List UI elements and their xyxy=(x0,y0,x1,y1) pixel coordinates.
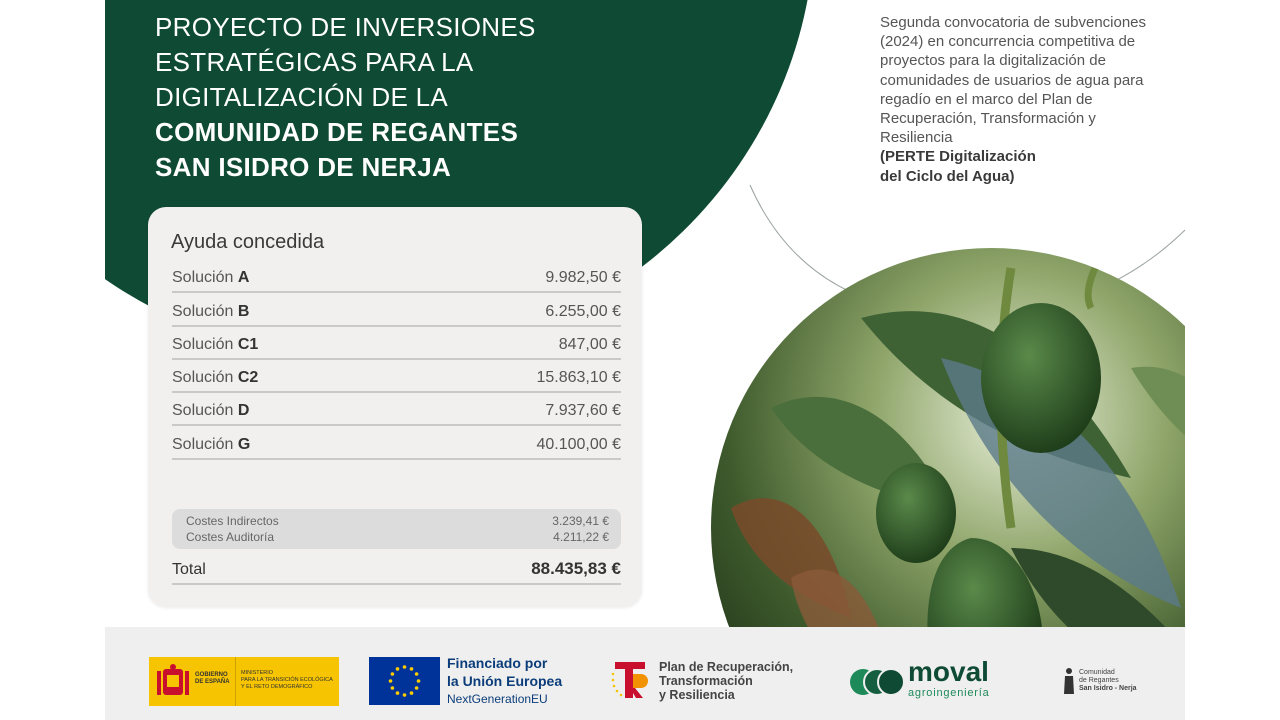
aid-row xyxy=(172,299,621,327)
gobierno-text-2: DE ESPAÑA xyxy=(195,679,230,685)
aid-row xyxy=(172,398,621,426)
total-label: Total xyxy=(172,561,206,578)
aid-row-amount: 847,00 € xyxy=(558,336,621,353)
gobierno-espana-logo xyxy=(149,657,339,706)
prtr-text-2: Transformación xyxy=(659,674,753,688)
description-highlight-1: (PERTE Digitalización xyxy=(880,148,1036,166)
ministerio-text-3: Y EL RETO DEMOGRÁFICO xyxy=(241,684,313,690)
moval-text xyxy=(908,657,990,699)
eu-text-2: la Unión Europea xyxy=(447,673,563,689)
prtr-text xyxy=(659,660,793,702)
title-line-1: PROYECTO DE INVERSIONES xyxy=(155,12,536,42)
ministerio-text-2: PARA LA TRANSICIÓN ECOLÓGICA xyxy=(241,677,333,683)
aid-row xyxy=(172,332,621,360)
aid-row-amount: 9.982,50 € xyxy=(545,269,621,286)
comunidad-regantes-text xyxy=(1079,669,1137,693)
extra-cost-line xyxy=(186,529,609,545)
moval-logo-icon xyxy=(849,667,905,697)
eu-stars-icon xyxy=(369,657,440,705)
aid-row-label: Solución D xyxy=(172,402,250,419)
aid-row-amount: 40.100,00 € xyxy=(536,436,621,453)
extra-cost-label: Costes Indirectos xyxy=(186,514,279,528)
prtr-logo-icon xyxy=(607,658,651,702)
gobierno-text-1: GOBIERNO xyxy=(195,672,228,678)
project-title xyxy=(155,10,625,185)
saint-figure-icon xyxy=(1063,667,1075,695)
prtr-text-1: Plan de Recuperación, xyxy=(659,660,794,674)
eu-text-1: Financiado por xyxy=(447,655,548,671)
aid-row-label: Solución C2 xyxy=(172,369,259,386)
coat-of-arms-icon xyxy=(155,663,191,701)
title-line-2: ESTRATÉGICAS PARA LA xyxy=(155,47,474,77)
moval-name: moval xyxy=(908,656,989,687)
aid-card xyxy=(148,207,642,607)
aid-row-label: Solución A xyxy=(172,269,250,286)
aid-row-amount: 7.937,60 € xyxy=(545,402,621,419)
eu-text xyxy=(447,654,562,708)
aid-row-label: Solución B xyxy=(172,303,250,320)
aid-row-amount: 6.255,00 € xyxy=(545,303,621,320)
title-line-4: COMUNIDAD DE REGANTES xyxy=(155,117,519,147)
title-line-5: SAN ISIDRO DE NERJA xyxy=(155,152,452,182)
prtr-text-3: y Resiliencia xyxy=(659,688,735,702)
ministerio-text-1: MINISTERIO xyxy=(241,670,274,676)
aid-row xyxy=(172,365,621,393)
cr-text-2: de Regantes xyxy=(1079,677,1119,684)
aid-row xyxy=(172,265,621,293)
title-line-3: DIGITALIZACIÓN DE LA xyxy=(155,82,449,112)
aid-row-label: Solución G xyxy=(172,436,251,453)
aid-row xyxy=(172,432,621,460)
aid-heading: Ayuda concedida xyxy=(171,231,325,253)
total-row xyxy=(172,557,621,585)
extra-cost-amount: 4.211,22 € xyxy=(553,530,609,544)
aid-row-amount: 15.863,10 € xyxy=(536,369,621,386)
eu-flag-logo xyxy=(369,657,440,705)
total-amount: 88.435,83 € xyxy=(531,559,621,578)
extra-cost-amount: 3.239,41 € xyxy=(552,514,609,528)
extra-cost-line xyxy=(186,513,609,529)
eu-text-3: NextGenerationEU xyxy=(447,692,548,706)
extra-cost-label: Costes Auditoría xyxy=(186,530,275,544)
description-text: Segunda convocatoria de subvenciones (2024) en concurrencia competitiva de proyectos para la digitalización de comunidades de usuarios de agua para regadío en el marco del Plan de Recuperación, Transformación y Resiliencia xyxy=(880,14,1147,147)
extra-costs-box xyxy=(172,509,621,549)
aid-row-label: Solución C1 xyxy=(172,336,259,353)
footer-logos xyxy=(105,627,1185,720)
poster xyxy=(105,0,1185,720)
cr-text-3: San Isidro - Nerja xyxy=(1079,685,1137,692)
description-highlight-2: del Ciclo del Agua) xyxy=(880,167,1015,185)
moval-subtitle: agroingeniería xyxy=(908,687,990,699)
cr-text-1: Comunidad xyxy=(1079,669,1115,676)
